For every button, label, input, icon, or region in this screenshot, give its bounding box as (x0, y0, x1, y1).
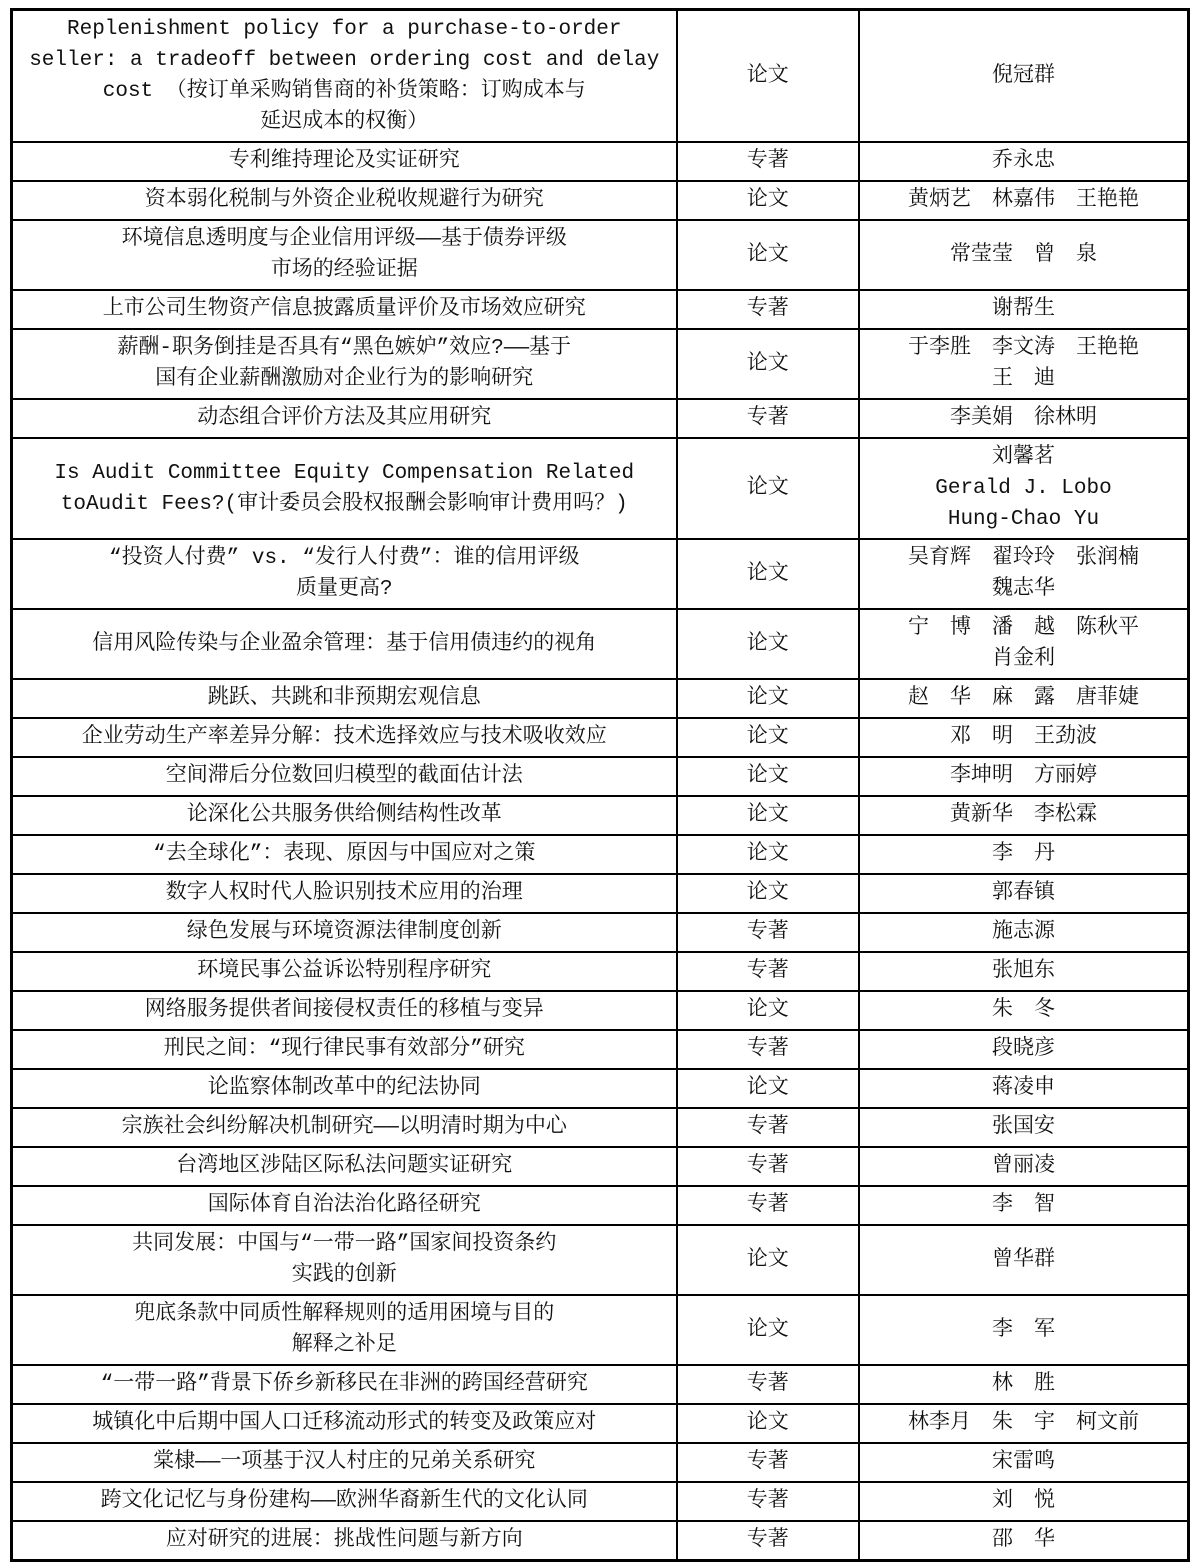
title-line: 信用风险传染与企业盈余管理：基于信用债违约的视角 (92, 632, 597, 656)
author-line: 张旭东 (991, 960, 1055, 983)
table-row (12, 1443, 1189, 1482)
title-line: 国际体育自治法治化路径研究 (207, 1194, 481, 1217)
authors-cell (859, 1443, 1189, 1482)
authors-cell (859, 1030, 1189, 1069)
authors-cell (859, 1108, 1189, 1147)
type-cell (677, 142, 859, 181)
table-row (12, 290, 1189, 329)
type-cell (677, 718, 859, 757)
author-line: 李 军 (991, 1318, 1055, 1342)
type-label: 论文 (746, 352, 789, 376)
title-cell (12, 609, 677, 679)
author-line: 魏志华 (991, 578, 1055, 601)
author-line: 乔永忠 (991, 150, 1055, 173)
type-cell (677, 913, 859, 952)
title-line: toAudit Fees?(审计委员会股权报酬会影响审计费用吗？) (60, 492, 628, 516)
type-cell (677, 1108, 859, 1147)
type-label: 专著 (746, 1490, 789, 1513)
title-cell (12, 1365, 677, 1404)
type-label: 论文 (746, 726, 789, 749)
table-row (12, 913, 1189, 952)
author-line: 朱 冬 (991, 999, 1055, 1022)
author-line: 施志源 (991, 921, 1055, 944)
table-row (12, 1108, 1189, 1147)
title-line: 棠棣——一项基于汉人村庄的兄弟关系研究 (153, 1451, 536, 1474)
type-label: 论文 (746, 999, 789, 1022)
type-label: 论文 (746, 64, 789, 88)
authors-cell (859, 1482, 1189, 1521)
type-cell (677, 1225, 859, 1295)
title-line: 空间滞后分位数回归模型的截面估计法 (165, 765, 523, 788)
title-line: 延迟成本的权衡） (260, 111, 429, 134)
authors-cell (859, 220, 1189, 290)
author-line: 吴育辉 翟玲玲 张润楠 (907, 547, 1139, 570)
table-row (12, 609, 1189, 679)
table-row (12, 1365, 1189, 1404)
title-line: 质量更高? (295, 578, 393, 601)
title-cell (12, 1030, 677, 1069)
author-line: 于李胜 李文涛 王艳艳 (907, 337, 1139, 360)
authors-cell (859, 399, 1189, 438)
author-line: 李坤明 方丽婷 (949, 765, 1097, 788)
type-label: 专著 (746, 1038, 789, 1061)
title-cell (12, 142, 677, 181)
table-row (12, 220, 1189, 290)
author-line: 宁 博 潘 越 陈秋平 (907, 617, 1139, 640)
author-line: 宋雷鸣 (991, 1451, 1055, 1474)
author-line: 黄炳艺 林嘉伟 王艳艳 (907, 189, 1139, 212)
table-row (12, 1482, 1189, 1521)
authors-cell (859, 609, 1189, 679)
author-line: 刘馨茗 (991, 446, 1055, 469)
title-line: 企业劳动生产率差异分解：技术选择效应与技术吸收效应 (81, 726, 607, 749)
title-cell (12, 539, 677, 609)
title-cell (12, 679, 677, 718)
title-cell (12, 1404, 677, 1443)
title-cell (12, 874, 677, 913)
authors-cell (859, 952, 1189, 991)
title-line: seller: a tradeoff between ordering cost and delay (29, 49, 660, 72)
table-row (12, 1521, 1189, 1561)
type-label: 论文 (746, 1248, 789, 1272)
title-line: Is Audit Committee Equity Compensation Related (54, 461, 635, 485)
title-line: 跨文化记忆与身份建构——欧洲华裔新生代的文化认同 (100, 1490, 588, 1513)
type-label: 专著 (746, 150, 789, 173)
table-row (12, 329, 1189, 399)
author-line: 郭春镇 (991, 882, 1055, 905)
title-cell (12, 835, 677, 874)
authors-cell (859, 329, 1189, 399)
publications-table (10, 8, 1190, 1562)
type-label: 专著 (746, 1373, 789, 1396)
type-label: 论文 (746, 243, 789, 267)
title-cell (12, 1225, 677, 1295)
type-cell (677, 952, 859, 991)
authors-cell (859, 1069, 1189, 1108)
authors-cell (859, 1186, 1189, 1225)
title-line: 论深化公共服务供给侧结构性改革 (186, 804, 502, 827)
type-cell (677, 290, 859, 329)
type-label: 论文 (746, 843, 789, 866)
title-line: 动态组合评价方法及其应用研究 (197, 407, 492, 430)
authors-cell (859, 290, 1189, 329)
authors-cell (859, 1147, 1189, 1186)
type-cell (677, 539, 859, 609)
type-cell (677, 757, 859, 796)
type-label: 论文 (746, 477, 789, 500)
authors-cell (859, 835, 1189, 874)
title-line: 刑民之间：“现行律民事有效部分”研究 (163, 1038, 525, 1061)
authors-cell (859, 991, 1189, 1030)
authors-cell (859, 1365, 1189, 1404)
title-cell (12, 329, 677, 399)
authors-cell (859, 10, 1189, 143)
title-cell (12, 1108, 677, 1147)
title-cell (12, 1443, 677, 1482)
author-line: 张国安 (991, 1116, 1055, 1139)
author-line: 邵 华 (991, 1529, 1055, 1552)
table-row (12, 796, 1189, 835)
authors-cell (859, 1404, 1189, 1443)
title-cell (12, 913, 677, 952)
title-line: Replenishment policy for a purchase-to-order (67, 18, 622, 41)
table-row (12, 1404, 1189, 1443)
type-label: 论文 (746, 1412, 789, 1435)
title-cell (12, 1521, 677, 1561)
type-label: 专著 (746, 1529, 789, 1552)
type-cell (677, 679, 859, 718)
authors-cell (859, 1521, 1189, 1561)
table-row (12, 991, 1189, 1030)
type-cell (677, 1365, 859, 1404)
author-line: 黄新华 李松霖 (949, 804, 1097, 827)
author-line: 林李月 朱 宇 柯文前 (907, 1412, 1139, 1435)
author-line: 曾丽凌 (991, 1155, 1055, 1178)
author-line: 李 智 (991, 1194, 1055, 1217)
type-label: 专著 (746, 1116, 789, 1139)
title-cell (12, 399, 677, 438)
type-cell (677, 1482, 859, 1521)
author-line: 赵 华 麻 露 唐菲婕 (907, 687, 1139, 710)
title-line: 应对研究的进展：挑战性问题与新方向 (165, 1529, 523, 1552)
table-row (12, 718, 1189, 757)
type-cell (677, 438, 859, 539)
type-cell (677, 1295, 859, 1365)
title-cell (12, 1186, 677, 1225)
title-line: 上市公司生物资产信息披露质量评价及市场效应研究 (102, 298, 586, 321)
table-row (12, 1069, 1189, 1108)
type-label: 专著 (746, 1451, 789, 1474)
table-row (12, 679, 1189, 718)
table-row (12, 835, 1189, 874)
table-row (12, 1295, 1189, 1365)
title-line: 市场的经验证据 (270, 259, 418, 282)
table-row (12, 1186, 1189, 1225)
author-line: 刘 悦 (991, 1490, 1055, 1513)
author-line: 李美娟 徐林明 (949, 407, 1097, 430)
title-line: 宗族社会纠纷解决机制研究——以明清时期为中心 (121, 1116, 567, 1139)
type-cell (677, 1186, 859, 1225)
authors-cell (859, 679, 1189, 718)
author-line: 肖金利 (991, 648, 1055, 671)
type-label: 专著 (746, 921, 789, 944)
title-line: “投资人付费” vs. “发行人付费”：谁的信用评级 (109, 547, 580, 570)
table-row (12, 539, 1189, 609)
title-line: 环境民事公益诉讼特别程序研究 (197, 960, 492, 983)
type-cell (677, 874, 859, 913)
title-cell (12, 220, 677, 290)
type-label: 专著 (746, 298, 789, 321)
table-row (12, 874, 1189, 913)
table-row (12, 1225, 1189, 1295)
title-line: 兜底条款中同质性解释规则的适用困境与目的 (134, 1303, 555, 1326)
author-line: Hung-Chao Yu (947, 508, 1100, 531)
title-cell (12, 438, 677, 539)
type-cell (677, 10, 859, 143)
table-row (12, 438, 1189, 539)
authors-cell (859, 757, 1189, 796)
authors-cell (859, 874, 1189, 913)
authors-cell (859, 718, 1189, 757)
author-line: Gerald J. Lobo (935, 477, 1112, 500)
type-label: 论文 (746, 765, 789, 788)
title-cell (12, 757, 677, 796)
authors-cell (859, 438, 1189, 539)
title-line: cost （按订单采购销售商的补货策略：订购成本与 (102, 80, 586, 103)
table-row (12, 952, 1189, 991)
table-row (12, 757, 1189, 796)
type-cell (677, 796, 859, 835)
title-line: 薪酬-职务倒挂是否具有“黑色嫉妒”效应?——基于 (117, 337, 572, 360)
authors-cell (859, 539, 1189, 609)
title-line: 论监察体制改革中的纪法协同 (207, 1077, 481, 1100)
author-line: 倪冠群 (991, 64, 1055, 88)
title-line: 国有企业薪酬激励对企业行为的影响研究 (155, 368, 534, 391)
type-cell (677, 220, 859, 290)
title-line: 台湾地区涉陆区际私法问题实证研究 (176, 1155, 513, 1178)
title-line: 实践的创新 (291, 1264, 397, 1287)
authors-cell (859, 913, 1189, 952)
author-line: 常莹莹 曾 泉 (949, 243, 1097, 267)
title-cell (12, 1069, 677, 1108)
authors-cell (859, 142, 1189, 181)
author-line: 段晓彦 (991, 1038, 1055, 1061)
type-cell (677, 181, 859, 220)
type-label: 专著 (746, 1194, 789, 1217)
title-cell (12, 1147, 677, 1186)
type-cell (677, 399, 859, 438)
type-label: 论文 (746, 189, 789, 212)
title-cell (12, 10, 677, 143)
title-line: 数字人权时代人脸识别技术应用的治理 (165, 882, 523, 905)
publications-table-body (12, 10, 1189, 1561)
title-cell (12, 952, 677, 991)
type-label: 论文 (746, 562, 789, 586)
type-label: 论文 (746, 1077, 789, 1100)
type-label: 论文 (746, 687, 789, 710)
type-cell (677, 1521, 859, 1561)
title-line: 城镇化中后期中国人口迁移流动形式的转变及政策应对 (92, 1412, 597, 1435)
table-row (12, 1030, 1189, 1069)
title-line: 网络服务提供者间接侵权责任的移植与变异 (144, 999, 544, 1022)
author-line: 林 胜 (991, 1373, 1055, 1396)
title-cell (12, 991, 677, 1030)
title-cell (12, 1295, 677, 1365)
authors-cell (859, 796, 1189, 835)
type-cell (677, 1069, 859, 1108)
type-label: 专著 (746, 960, 789, 983)
title-line: 跳跃、共跳和非预期宏观信息 (207, 687, 481, 710)
authors-cell (859, 181, 1189, 220)
type-label: 论文 (746, 1318, 789, 1342)
type-cell (677, 1443, 859, 1482)
type-cell (677, 1030, 859, 1069)
title-cell (12, 181, 677, 220)
title-cell (12, 1482, 677, 1521)
title-line: 资本弱化税制与外资企业税收规避行为研究 (144, 189, 544, 212)
type-cell (677, 329, 859, 399)
title-line: 专利维持理论及实证研究 (228, 150, 460, 173)
table-row (12, 399, 1189, 438)
type-cell (677, 991, 859, 1030)
title-line: 解释之补足 (291, 1334, 397, 1357)
title-line: 环境信息透明度与企业信用评级——基于债券评级 (121, 228, 567, 251)
type-cell (677, 609, 859, 679)
type-label: 论文 (746, 632, 789, 656)
author-line: 邓 明 王劲波 (949, 726, 1097, 749)
type-label: 专著 (746, 1155, 789, 1178)
table-row (12, 1147, 1189, 1186)
type-cell (677, 1147, 859, 1186)
title-line: 共同发展：中国与“一带一路”国家间投资条约 (132, 1233, 557, 1256)
table-row (12, 10, 1189, 143)
title-cell (12, 718, 677, 757)
table-row (12, 142, 1189, 181)
author-line: 王 迪 (991, 368, 1055, 391)
title-line: “一带一路”背景下侨乡新移民在非洲的跨国经营研究 (100, 1373, 588, 1396)
type-label: 专著 (746, 407, 789, 430)
author-line: 蒋凌申 (991, 1077, 1055, 1100)
author-line: 李 丹 (991, 843, 1055, 866)
author-line: 谢帮生 (991, 298, 1055, 321)
type-label: 论文 (746, 882, 789, 905)
author-line: 曾华群 (991, 1248, 1055, 1272)
authors-cell (859, 1225, 1189, 1295)
authors-cell (859, 1295, 1189, 1365)
title-cell (12, 290, 677, 329)
type-label: 论文 (746, 804, 789, 827)
table-row (12, 181, 1189, 220)
type-cell (677, 835, 859, 874)
title-cell (12, 796, 677, 835)
title-line: 绿色发展与环境资源法律制度创新 (186, 921, 502, 944)
type-cell (677, 1404, 859, 1443)
title-line: “去全球化”：表现、原因与中国应对之策 (153, 843, 536, 866)
